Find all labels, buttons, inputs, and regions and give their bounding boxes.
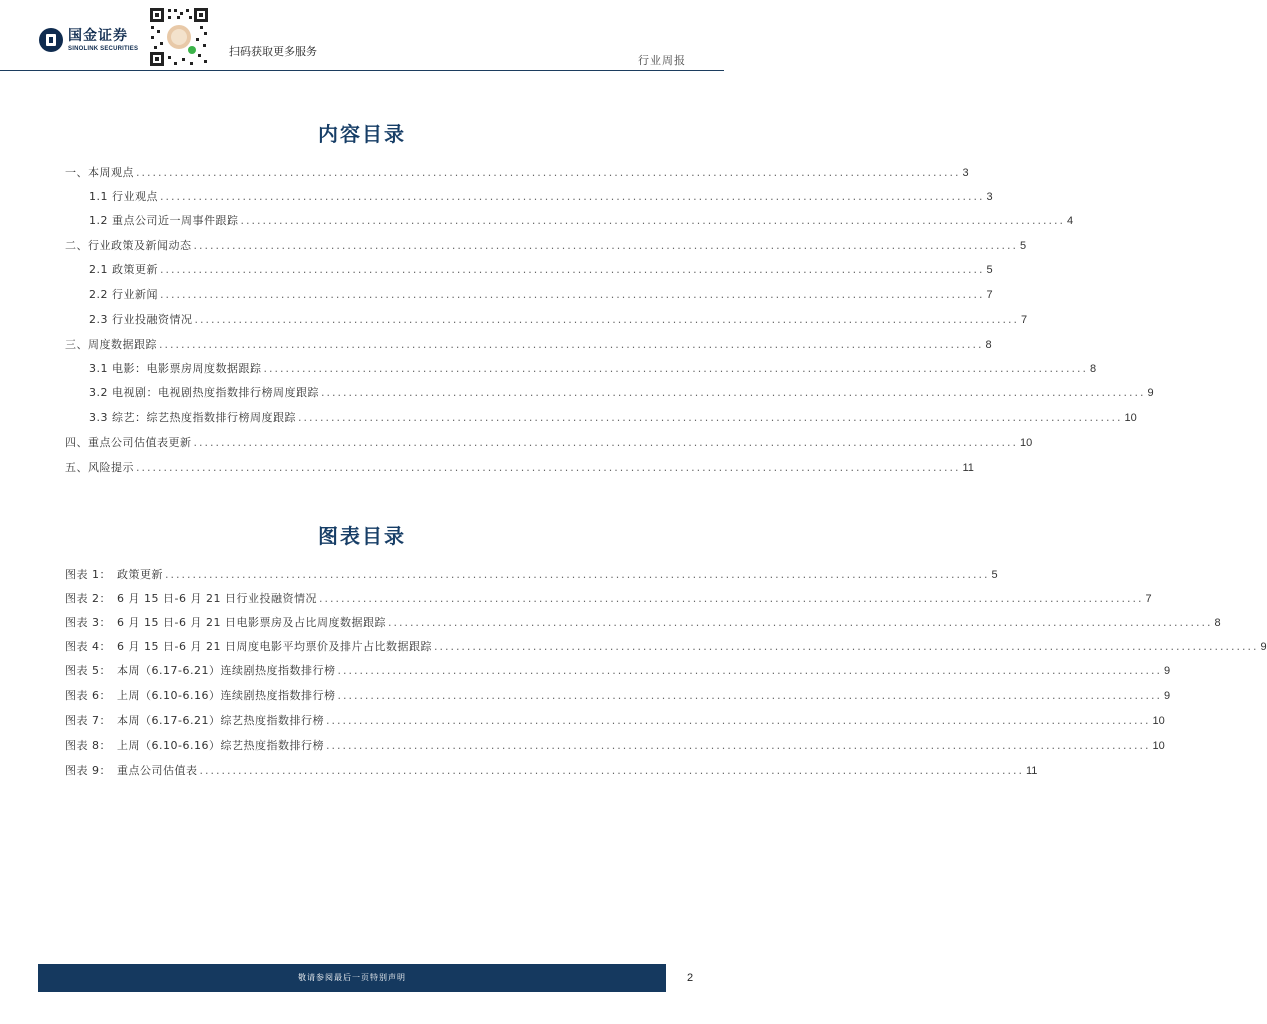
header-divider	[0, 70, 724, 71]
toc-leader-dots: ......................................................................................................................................................	[337, 664, 1162, 677]
figure-item-label: 6 月 15 日-6 月 21 日周度电影平均票价及排片占比数据跟踪	[117, 640, 432, 653]
toc-item-page: 7	[986, 289, 993, 301]
toc-leader-dots: ......................................................................................................................................................	[160, 190, 985, 203]
toc-item-label: 四、重点公司估值表更新	[65, 436, 192, 449]
toc-item-label: 三、周度数据跟踪	[65, 338, 157, 351]
figure-item-page: 5	[991, 569, 998, 581]
toc-item-page: 3	[986, 191, 993, 203]
figure-item-prefix: 图表 5：	[65, 664, 111, 677]
figure-item[interactable]	[65, 566, 998, 582]
toc-leader-dots: ......................................................................................................................................................	[199, 764, 1024, 777]
toc-leader-dots: ......................................................................................................................................................	[263, 362, 1088, 375]
figure-item-prefix: 图表 2：	[65, 592, 111, 605]
toc-item[interactable]	[65, 434, 1033, 450]
toc-item-label: 3.2 电视剧：电视剧热度指数排行榜周度跟踪	[89, 386, 319, 399]
toc-item-label: 1.1 行业观点	[89, 190, 158, 203]
toc-item[interactable]	[89, 286, 993, 302]
toc-item-page: 5	[986, 264, 993, 276]
toc-leader-dots: ......................................................................................................................................................	[325, 714, 1151, 727]
report-type-label: 行业周报	[638, 54, 686, 67]
toc-leader-dots: ......................................................................................................................................................	[160, 263, 985, 276]
toc-item-page: 3	[962, 167, 969, 179]
toc-item[interactable]	[65, 237, 1027, 253]
figure-item-label: 6 月 15 日-6 月 21 日行业投融资情况	[117, 592, 317, 605]
toc-leader-dots: ......................................................................................................................................................	[160, 288, 985, 301]
figure-item-page: 7	[1145, 593, 1152, 605]
toc-item-page: 9	[1147, 387, 1154, 399]
toc-leader-dots: ......................................................................................................................................................	[337, 689, 1162, 702]
figure-item[interactable]	[65, 762, 1038, 778]
toc-leader-dots: ......................................................................................................................................................	[387, 616, 1213, 629]
figure-item-prefix: 图表 3：	[65, 616, 111, 629]
toc-item-label: 五、风险提示	[65, 461, 134, 474]
figure-item-label: 本周（6.17-6.21）连续剧热度指数排行榜	[117, 664, 336, 677]
toc-item-page: 8	[1090, 363, 1097, 375]
figure-item-label: 政策更新	[117, 568, 163, 581]
page-number: 2	[686, 972, 694, 984]
logo-english-name: SINOLINK SECURITIES	[68, 45, 139, 52]
figure-item[interactable]	[65, 687, 1171, 703]
toc-item-page: 10	[1020, 437, 1033, 449]
toc-item-page: 5	[1020, 240, 1027, 252]
toc-item-page: 11	[962, 462, 974, 474]
toc-leader-dots: ......................................................................................................................................................	[321, 386, 1146, 399]
toc-item-label: 2.3 行业投融资情况	[89, 313, 193, 326]
toc-leader-dots: ......................................................................................................................................................	[193, 436, 1018, 449]
logo-chinese-name: 国金证券	[68, 27, 128, 44]
figure-item[interactable]	[65, 662, 1171, 678]
figure-item-page: 8	[1214, 617, 1221, 629]
sinolink-logo-icon	[38, 27, 64, 53]
figure-item-label: 本周（6.17-6.21）综艺热度指数排行榜	[117, 714, 324, 727]
figure-item-prefix: 图表 7：	[65, 714, 111, 727]
figure-item-page: 9	[1260, 641, 1267, 653]
toc-title: 内容目录	[318, 122, 406, 146]
figure-item-page: 9	[1163, 690, 1171, 702]
figure-item[interactable]	[65, 614, 1221, 630]
toc-leader-dots: ......................................................................................................................................................	[193, 239, 1018, 252]
toc-item[interactable]	[89, 384, 1154, 400]
toc-item-label: 2.2 行业新闻	[89, 288, 158, 301]
toc-item[interactable]	[65, 336, 992, 352]
toc-item-label: 3.3 综艺：综艺热度指数排行榜周度跟踪	[89, 411, 296, 424]
toc-item[interactable]	[65, 164, 969, 180]
page-header	[0, 0, 724, 72]
toc-item[interactable]	[89, 261, 993, 277]
figure-item-prefix: 图表 6：	[65, 689, 111, 702]
toc-item-label: 3.1 电影：电影票房周度数据跟踪	[89, 362, 262, 375]
toc-item[interactable]	[65, 459, 974, 475]
toc-leader-dots: ......................................................................................................................................................	[318, 592, 1144, 605]
figure-item-label: 重点公司估值表	[117, 764, 198, 777]
toc-leader-dots: ......................................................................................................................................................	[194, 313, 1019, 326]
figure-item-prefix: 图表 4：	[65, 640, 111, 653]
figure-item[interactable]	[65, 590, 1152, 606]
toc-item-label: 一、本周观点	[65, 166, 134, 179]
toc-item-label: 二、行业政策及新闻动态	[65, 239, 192, 252]
toc-item-page: 4	[1067, 215, 1074, 227]
toc-leader-dots: ......................................................................................................................................................	[136, 461, 961, 474]
figure-item-prefix: 图表 1：	[65, 568, 111, 581]
figure-item[interactable]	[65, 737, 1165, 753]
toc-leader-dots: ......................................................................................................................................................	[136, 166, 961, 179]
scan-for-service-text: 扫码获取更多服务	[229, 45, 317, 58]
toc-leader-dots: ......................................................................................................................................................	[433, 640, 1259, 653]
toc-item-page: 7	[1021, 314, 1028, 326]
figure-item-prefix: 图表 9：	[65, 764, 111, 777]
toc-item[interactable]	[89, 212, 1074, 228]
figure-item-label: 6 月 15 日-6 月 21 日电影票房及占比周度数据跟踪	[117, 616, 386, 629]
toc-item[interactable]	[89, 311, 1028, 327]
figure-item-page: 11	[1026, 765, 1038, 777]
toc-item[interactable]	[89, 360, 1097, 376]
figure-item-page: 9	[1163, 665, 1171, 677]
figure-item-page: 10	[1152, 715, 1165, 727]
toc-leader-dots: ......................................................................................................................................................	[240, 214, 1065, 227]
figure-item[interactable]	[65, 638, 1267, 654]
figure-item-label: 上周（6.10-6.16）综艺热度指数排行榜	[117, 739, 324, 752]
figure-item-page: 10	[1152, 740, 1165, 752]
qr-code-icon[interactable]	[148, 6, 210, 68]
toc-leader-dots: ......................................................................................................................................................	[325, 739, 1151, 752]
footer-disclaimer[interactable]: 敬请参阅最后一页特别声明	[298, 973, 406, 982]
toc-item[interactable]	[89, 409, 1137, 425]
toc-item-page: 10	[1124, 412, 1137, 424]
figures-title: 图表目录	[318, 524, 406, 548]
toc-item-page: 8	[985, 339, 992, 351]
figure-item[interactable]	[65, 712, 1165, 728]
toc-item-label: 2.1 政策更新	[89, 263, 158, 276]
company-logo	[38, 27, 138, 53]
toc-item[interactable]	[89, 188, 993, 204]
toc-leader-dots: ......................................................................................................................................................	[298, 411, 1123, 424]
toc-item-label: 1.2 重点公司近一周事件跟踪	[89, 214, 239, 227]
toc-leader-dots: ......................................................................................................................................................	[165, 568, 990, 581]
figure-item-prefix: 图表 8：	[65, 739, 111, 752]
figure-item-label: 上周（6.10-6.16）连续剧热度指数排行榜	[117, 689, 336, 702]
toc-leader-dots: ......................................................................................................................................................	[159, 338, 984, 351]
